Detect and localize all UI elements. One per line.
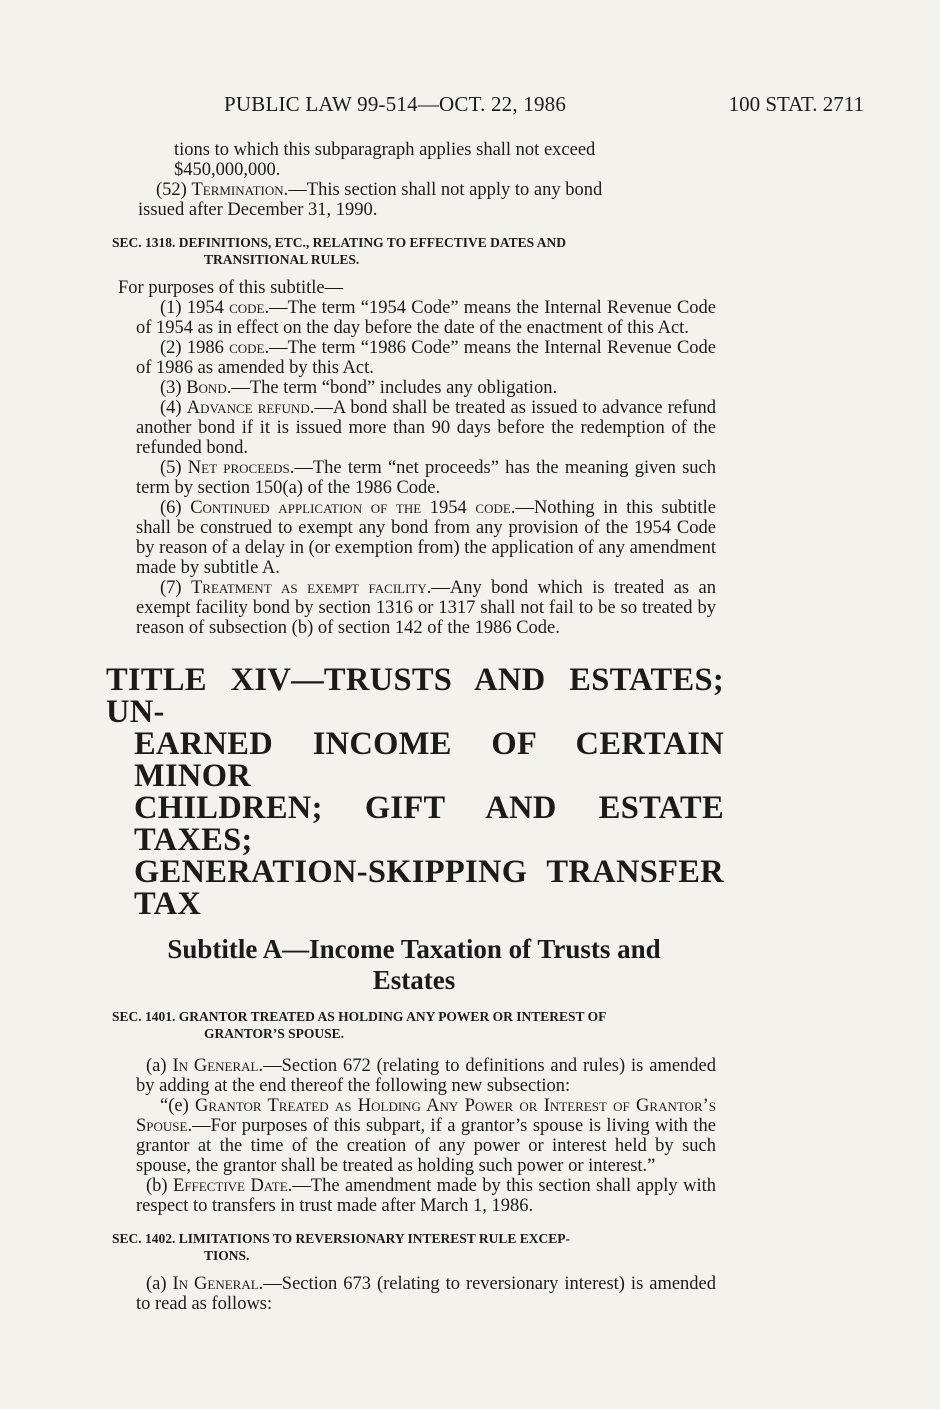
- subtitle-a-heading: Subtitle A—Income Taxation of Trusts and Estates: [167, 934, 661, 995]
- definition-item: (6) Continued application of the 1954 code.—Nothing in this subtitle shall be construed to exempt any bond from any provision of the 1954 Code by reason of a delay in (or exemption from) the application of any amendment made by subtitle A.: [136, 498, 717, 578]
- definition-item: (5) Net proceeds.—The term “net proceeds” has the meaning given such term by section 150(a) of the 1986 Code.: [136, 458, 716, 498]
- section-1401-subsection-a: (a) In General.—Section 672 (relating to definitions and rules) is amended by adding at the end thereof the following new subsection:: [136, 1056, 717, 1096]
- section-heading-1318: SEC. 1318. DEFINITIONS, ETC., RELATING TO EFFECTIVE DATES AND TRANSITIONAL RULES.: [112, 235, 566, 267]
- new-subsection-e: “(e) Grantor Treated as Holding Any Power or Interest of Grantor’s Spouse.—For purposes of this subpart, if a grantor’s spouse is living with the grantor at the time of the creation of any power or interest held by such spouse, the grantor shall be treated as holding such power or interest.”: [136, 1096, 717, 1176]
- section-heading-1402: SEC. 1402. LIMITATIONS TO REVERSIONARY INTEREST RULE EXCEP- TIONS.: [112, 1231, 571, 1263]
- title-xiv-heading: TITLE XIV—TRUSTS AND ESTATES; UN- EARNED INCOME OF CERTAIN MINOR CHILDREN; GIFT AND ESTATE TAXES; GENERATION-SKIPPING TRANSFER TAX: [106, 662, 724, 922]
- definition-item: (4) Advance refund.—A bond shall be treated as issued to advance refund another bond if it is issued more than 90 days before the redemption of the refunded bond.: [136, 398, 717, 458]
- definition-item: (2) 1986 code.—The term “1986 Code” means the Internal Revenue Code of 1986 as amended by this Act.: [136, 338, 717, 378]
- definition-item: (7) Treatment as exempt facility.—Any bond which is treated as an exempt facility bond by section 1316 or 1317 shall not fail to be so treated by reason of subsection (b) of section 142 of the 1986 Code.: [136, 578, 717, 638]
- definition-item: (3) Bond.—The term “bond” includes any obligation.: [160, 378, 558, 398]
- continued-paragraph: tions to which this subparagraph applies shall not exceed $450,000,000.: [174, 140, 596, 180]
- header-citation: PUBLIC LAW 99-514—OCT. 22, 1986: [224, 92, 567, 116]
- section-1318-intro: For purposes of this subtitle—: [118, 278, 344, 298]
- header-statute-page: 100 STAT. 2711: [728, 92, 864, 116]
- definition-item: (1) 1954 code.—The term “1954 Code” means the Internal Revenue Code of 1954 as in effect on the day before the date of the enactment of this Act.: [136, 298, 717, 338]
- section-1402-subsection-a: (a) In General.—Section 673 (relating to reversionary interest) is amended to read as follows:: [136, 1274, 717, 1314]
- page-header: [224, 92, 864, 122]
- paragraph-52: (52) Termination.—This section shall not apply to any bond: [156, 180, 603, 200]
- document-body: [106, 140, 724, 1314]
- section-1401-subsection-b: (b) Effective Date.—The amendment made by this section shall apply with respect to transfers in trust made after March 1, 1986.: [136, 1176, 716, 1216]
- definitions-list: [112, 298, 716, 638]
- paragraph-52-cont: issued after December 31, 1990.: [138, 200, 378, 220]
- paragraph-heading: Termination.: [191, 180, 289, 200]
- section-heading-1401: SEC. 1401. GRANTOR TREATED AS HOLDING ANY POWER OR INTEREST OF GRANTOR’S SPOUSE.: [112, 1009, 607, 1041]
